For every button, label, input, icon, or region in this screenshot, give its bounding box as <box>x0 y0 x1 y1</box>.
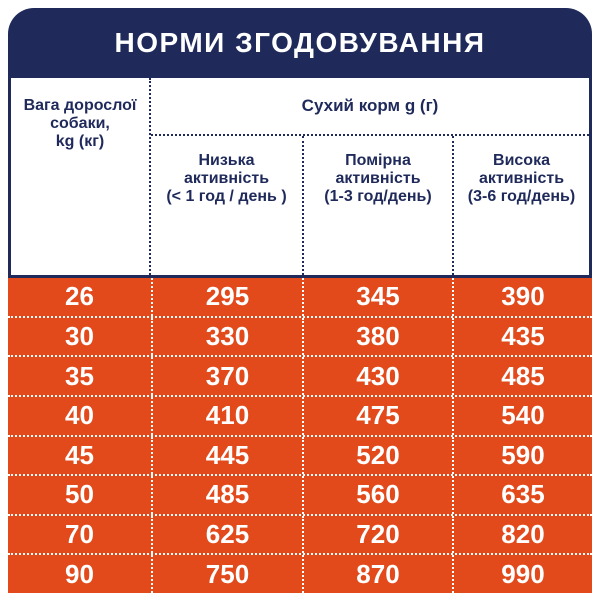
table-row <box>8 435 592 475</box>
high-activity-header <box>452 136 589 275</box>
low-value-cell: 485 <box>151 476 302 514</box>
weight-cell: 40 <box>65 400 94 431</box>
feeding-data-table <box>8 278 592 593</box>
weight-cell: 50 <box>65 479 94 510</box>
high-value-cell: 820 <box>452 516 592 554</box>
low-value-cell: 295 <box>151 278 302 316</box>
low-activity-line2: активність <box>183 170 270 187</box>
moderate-activity-header <box>302 136 452 275</box>
moderate-value-cell: 720 <box>302 516 452 554</box>
high-value-cell: 485 <box>452 357 592 395</box>
weight-cell: 90 <box>65 558 94 589</box>
moderate-value-cell: 870 <box>302 555 452 593</box>
high-activity-line1: Висока <box>493 152 550 169</box>
feeding-norms-card <box>8 8 592 593</box>
low-value-cell: 370 <box>151 357 302 395</box>
weight-cell: 45 <box>65 439 94 470</box>
high-value-cell: 990 <box>452 555 592 593</box>
high-value-cell: 635 <box>452 476 592 514</box>
high-activity-line2: активність <box>478 170 565 187</box>
high-value-cell: 590 <box>452 437 592 475</box>
page-title: НОРМИ ЗГОДОВУВАННЯ <box>114 27 486 58</box>
moderate-value-cell: 380 <box>302 318 452 356</box>
activity-header-row <box>151 136 589 275</box>
low-activity-header <box>151 136 302 275</box>
moderate-value-cell: 560 <box>302 476 452 514</box>
low-value-cell: 410 <box>151 397 302 435</box>
table-row <box>8 355 592 395</box>
title-bar <box>8 8 592 78</box>
low-activity-line3: (< 1 год / день ) <box>166 188 287 205</box>
low-value-cell: 750 <box>151 555 302 593</box>
table-row <box>8 553 592 593</box>
moderate-value-cell: 520 <box>302 437 452 475</box>
moderate-value-cell: 345 <box>302 278 452 316</box>
dry-food-header: Сухий корм g (г) <box>151 78 589 136</box>
moderate-value-cell: 430 <box>302 357 452 395</box>
table-row <box>8 474 592 514</box>
low-value-cell: 625 <box>151 516 302 554</box>
dry-food-header-area <box>151 78 589 275</box>
weight-header-line1: Вага дорослої <box>23 97 137 114</box>
weight-column-header <box>11 78 151 275</box>
low-value-cell: 445 <box>151 437 302 475</box>
moderate-activity-line2: активність <box>335 170 421 187</box>
weight-header-line3: kg (кг) <box>55 133 105 150</box>
high-value-cell: 435 <box>452 318 592 356</box>
table-header <box>8 78 592 278</box>
table-row <box>8 278 592 316</box>
moderate-activity-line3: (1-3 год/день) <box>324 188 432 205</box>
weight-cell: 70 <box>65 519 94 550</box>
high-activity-line3: (3-6 год/день) <box>467 188 576 205</box>
moderate-value-cell: 475 <box>302 397 452 435</box>
low-value-cell: 330 <box>151 318 302 356</box>
table-row <box>8 316 592 356</box>
weight-cell: 30 <box>65 320 94 351</box>
moderate-activity-line1: Помірна <box>345 152 411 169</box>
high-value-cell: 540 <box>452 397 592 435</box>
weight-cell: 35 <box>65 360 94 391</box>
table-row <box>8 395 592 435</box>
table-row <box>8 514 592 554</box>
weight-header-line2: собаки, <box>50 115 110 132</box>
weight-cell: 26 <box>65 281 94 312</box>
high-value-cell: 390 <box>452 278 592 316</box>
low-activity-line1: Низька <box>198 152 255 169</box>
